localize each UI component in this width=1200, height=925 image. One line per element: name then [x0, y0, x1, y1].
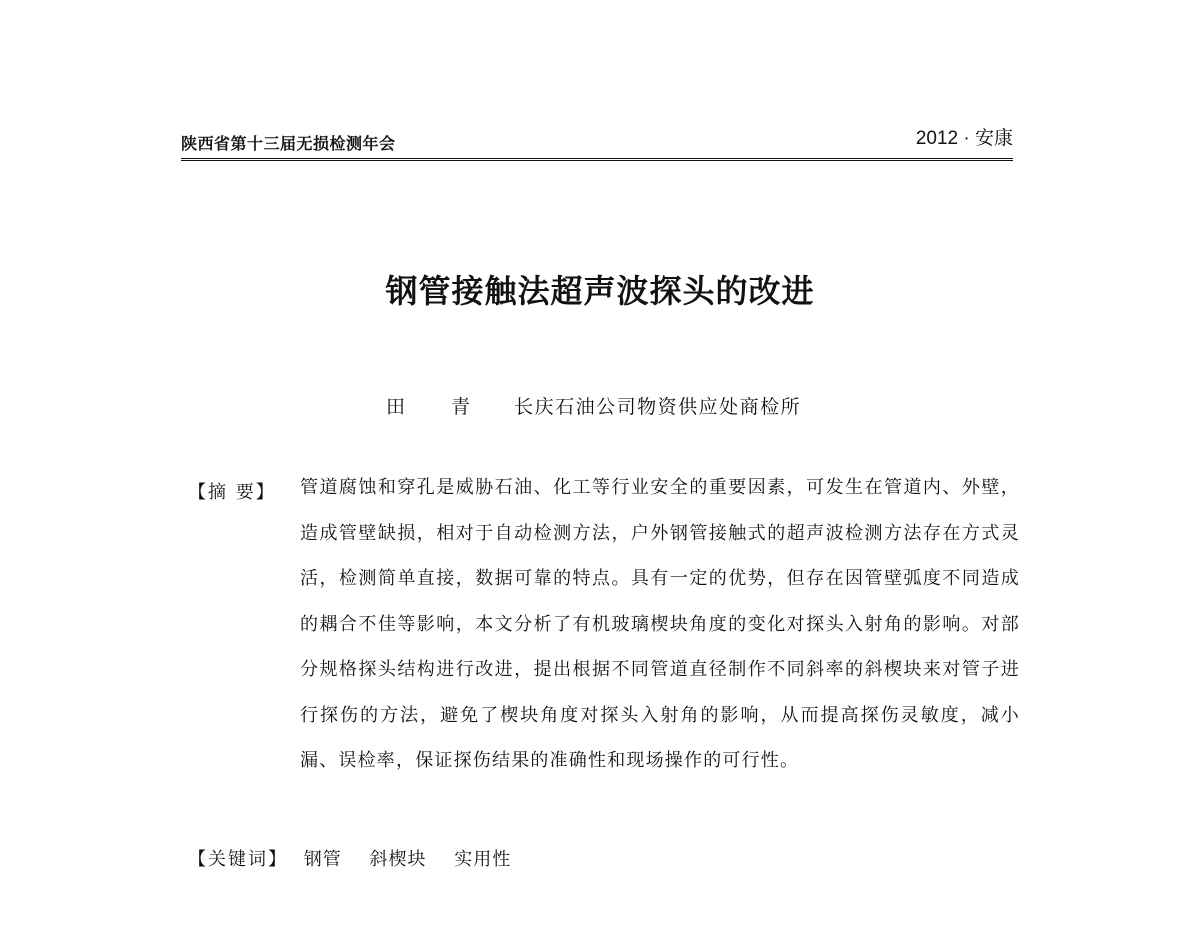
- author-line: [386, 392, 801, 419]
- keyword-item: 斜楔块: [369, 849, 427, 870]
- author-name: 田 青: [386, 396, 491, 418]
- paper-title: 钢管接触法超声波探头的改进: [385, 272, 815, 310]
- author-affiliation: 长庆石油公司物资供应处商检所: [514, 396, 802, 418]
- abstract-label: 【摘 要】: [188, 482, 276, 503]
- year-location: 2012 · 安康: [915, 128, 1013, 149]
- keywords-label: 【关键词】: [188, 849, 288, 870]
- abstract-text: 管道腐蚀和穿孔是威胁石油、化工等行业安全的重要因素，可发生在管道内、外壁，造成管壁缺损，相对于自动检测方法，户外钢管接触式的超声波检测方法存在方式灵活，检测简单直接，数据可靠的特点。具有一定的优势，但存在因管壁弧度不同造成的耦合不佳等影响，本文分析了有机玻璃楔块角度的变化对探头入射角的影响。对部分规格探头结构进行改进，提出根据不同管道直径制作不同斜率的斜楔块来对管子进行探伤的方法，避免了楔块角度对探头入射角的影响，从而提高探伤灵敏度，减小漏、误检率，保证探伤结果的准确性和现场操作的可行性。: [300, 477, 1020, 771]
- keyword-item: 实用性: [454, 849, 512, 870]
- running-header: [181, 120, 1013, 161]
- keyword-item: 钢管: [303, 849, 342, 870]
- keywords-section: [188, 845, 533, 871]
- conference-name: 陕西省第十三届无损检测年会: [181, 134, 396, 153]
